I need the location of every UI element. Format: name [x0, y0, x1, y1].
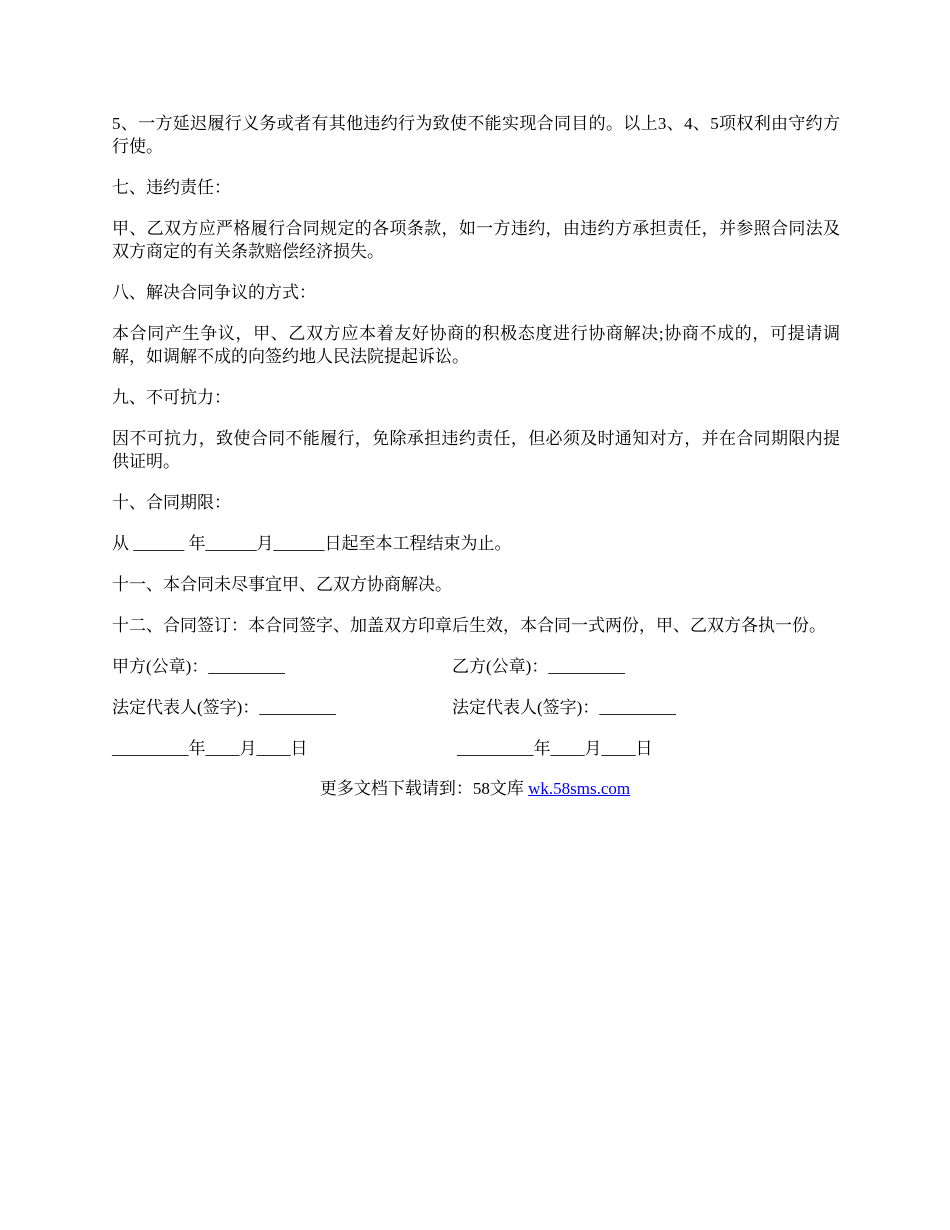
- party-b-date: _________年____月____日: [457, 739, 653, 758]
- paragraph-force-majeure: 因不可抗力，致使合同不能履行，免除承担违约责任，但必须及时通知对方，并在合同期限内提供证明。: [112, 429, 840, 471]
- party-a-representative: 法定代表人(签字)：_________: [112, 698, 336, 717]
- heading-breach-liability: 七、违约责任：: [112, 178, 231, 197]
- heading-contract-term: 十、合同期限：: [112, 493, 231, 512]
- paragraph-contract-signing: 十二、合同签订：本合同签字、加盖双方印章后生效，本合同一式两份，甲、乙双方各执一份。: [112, 616, 826, 635]
- footer-link[interactable]: wk.58sms.com: [528, 779, 631, 798]
- party-b-representative: 法定代表人(签字)：_________: [452, 698, 676, 717]
- party-a-seal: 甲方(公章)：_________: [112, 657, 285, 676]
- signature-date-row: [112, 737, 840, 760]
- paragraph-dispute-resolution: 本合同产生争议，甲、乙双方应本着友好协商的积极态度进行协商解决;协商不成的，可提请调解，如调解不成的向签约地人民法院提起诉讼。: [112, 324, 840, 366]
- signature-rep-row: [112, 696, 840, 719]
- download-footer: [0, 777, 950, 800]
- paragraph-unresolved-matters: 十一、本合同未尽事宜甲、乙双方协商解决。: [112, 575, 452, 594]
- paragraph-clause-5: 5、一方延迟履行义务或者有其他违约行为致使不能实现合同目的。以上3、4、5项权利由守约方行使。: [112, 114, 840, 156]
- heading-dispute-resolution: 八、解决合同争议的方式：: [112, 283, 316, 302]
- document-body: [112, 112, 840, 800]
- footer-text: 更多文档下载请到：58文库: [319, 779, 529, 798]
- party-b-seal: 乙方(公章)：_________: [452, 657, 625, 676]
- paragraph-contract-term: 从 ______ 年______月______日起至本工程结束为止。: [112, 534, 512, 553]
- party-a-date: _________年____月____日: [112, 739, 308, 758]
- heading-force-majeure: 九、不可抗力：: [112, 388, 231, 407]
- paragraph-breach-liability: 甲、乙双方应严格履行合同规定的各项条款，如一方违约，由违约方承担责任，并参照合同法及双方商定的有关条款赔偿经济损失。: [112, 219, 840, 261]
- signature-seal-row: [112, 655, 840, 678]
